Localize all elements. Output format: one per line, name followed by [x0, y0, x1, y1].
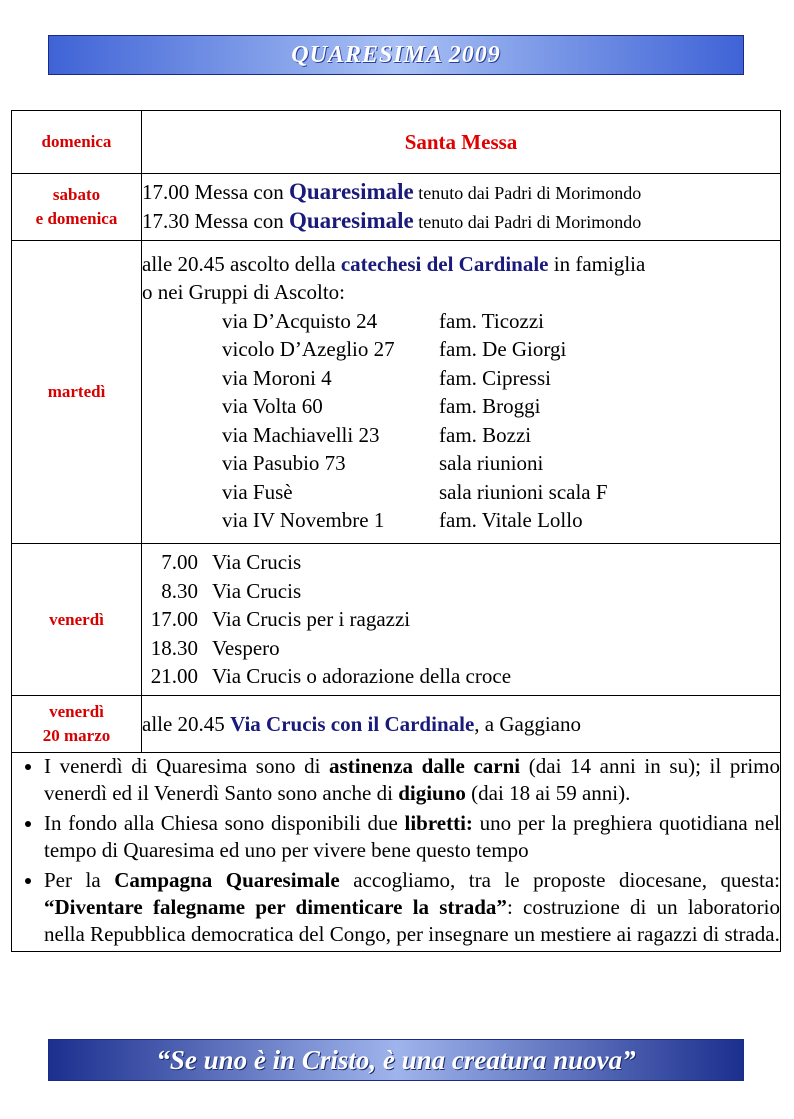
item-time: 17.00	[150, 607, 198, 632]
day-line-1: venerdì	[49, 702, 104, 721]
note-emphasis: “Diventare falegname per dimenticare la strada”	[44, 895, 507, 919]
address-row	[142, 449, 780, 478]
mass-line	[142, 207, 780, 237]
footer-banner	[48, 1039, 744, 1081]
row-sunday	[12, 111, 781, 174]
day-label	[12, 174, 142, 241]
address-host: fam. Bozzi	[439, 422, 532, 447]
address-host: fam. Ticozzi	[439, 308, 544, 333]
item-desc: Via Crucis	[212, 578, 302, 603]
day-line-2: 20 marzo	[42, 726, 111, 745]
address-row	[142, 335, 780, 364]
note-emphasis: astinenza dalle carni	[329, 754, 521, 778]
day-label: venerdì	[12, 544, 142, 696]
address-street: via Volta 60	[222, 394, 323, 418]
item-time: 21.00	[150, 664, 198, 689]
page-title: Santa Messa	[142, 111, 781, 174]
address-host: fam. Vitale Lollo	[439, 508, 583, 532]
intro-line: o nei Gruppi di Ascolto:	[142, 280, 345, 304]
item-desc: Vespero	[212, 635, 280, 660]
mass-time: 17.00 Messa con	[142, 179, 289, 204]
mass-keyword: Quaresimale	[288, 178, 414, 204]
day-label: domenica	[12, 111, 142, 174]
item-desc: Via Crucis o adorazione della croce	[212, 664, 512, 689]
note-text: I venerdì di Quaresima sono di	[44, 754, 330, 778]
note-item	[44, 753, 780, 807]
friday-schedule	[142, 544, 781, 696]
item-time: 18.30	[150, 635, 198, 660]
note-text: (dai 18 ai 59 anni).	[465, 781, 631, 805]
address-row	[142, 364, 780, 393]
address-street: via IV Novembre 1	[222, 508, 385, 532]
address-street: via Moroni 4	[222, 365, 332, 390]
note-emphasis: Campagna Quaresimale	[114, 868, 340, 892]
notes-cell	[12, 753, 781, 952]
address-row	[142, 421, 780, 450]
item-time: 7.00	[161, 550, 198, 575]
event-place: , a Gaggiano	[474, 711, 581, 736]
row-tuesday	[12, 241, 781, 544]
address-street: via D’Acquisto 24	[222, 308, 378, 333]
mass-line	[142, 178, 780, 208]
mass-time: 17.30 Messa con	[142, 209, 289, 233]
note-text: uno per la preghiera quotidiana nel tempo di Quaresima ed uno per vivere bene questo tempo	[44, 811, 780, 862]
schedule-item	[142, 634, 780, 663]
notes-list	[12, 753, 780, 948]
row-friday	[12, 544, 781, 696]
address-host: sala riunioni scala F	[439, 479, 608, 504]
intro-text: alle 20.45 ascolto della	[142, 251, 341, 276]
address-row	[142, 307, 780, 336]
address-street: via Machiavelli 23	[222, 422, 380, 447]
note-text: : costruzione di un laboratorio nella Repubblica democratica del Congo, per insegnare un mestiere ai ragazzi di strada.	[44, 895, 780, 946]
listening-groups	[142, 241, 781, 544]
footer-quote: “Se uno è in Cristo, è una creatura nuova”	[156, 1045, 636, 1075]
note-item	[44, 867, 780, 948]
special-event	[142, 696, 781, 753]
address-street: via Fusè	[222, 479, 293, 504]
mass-detail: tenuto dai Padri di Morimondo	[413, 212, 642, 232]
item-time: 8.30	[161, 578, 198, 603]
day-line-2: e domenica	[35, 209, 118, 228]
note-text: accogliamo, tra le proposte diocesane, questa:	[339, 868, 781, 892]
event-time: alle 20.45	[142, 711, 231, 736]
day-label	[12, 696, 142, 753]
row-march-20	[12, 696, 781, 753]
day-label: martedì	[12, 241, 142, 544]
header-banner	[48, 35, 744, 75]
mass-keyword: Quaresimale	[288, 208, 414, 233]
intro-line	[142, 250, 780, 279]
row-saturday-sunday	[12, 174, 781, 241]
row-notes	[12, 753, 781, 952]
address-row	[142, 478, 780, 507]
note-text: In fondo alla Chiesa sono disponibili due	[44, 811, 405, 835]
note-text: (dai 14 anni in su); il primo venerdì ed il Venerdì Santo sono anche di	[44, 754, 780, 805]
item-desc: Via Crucis	[212, 550, 302, 575]
mass-detail: tenuto dai Padri di Morimondo	[413, 182, 642, 203]
header-title: QUARESIMA 2009	[291, 42, 501, 68]
mass-times	[142, 174, 781, 241]
schedule-item	[142, 662, 780, 691]
event-title: Via Crucis con il Cardinale	[230, 711, 475, 736]
item-desc: Via Crucis per i ragazzi	[212, 607, 411, 632]
address-street: vicolo D’Azeglio 27	[222, 337, 395, 361]
note-emphasis: libretti:	[404, 811, 473, 835]
address-row	[142, 506, 780, 535]
address-host: sala riunioni	[439, 451, 544, 475]
intro-emphasis: catechesi del Cardinale	[340, 251, 549, 276]
schedule-item	[142, 577, 780, 606]
schedule-item	[142, 605, 780, 634]
note-item	[44, 810, 780, 864]
address-host: fam. De Giorgi	[439, 337, 567, 361]
address-host: fam. Cipressi	[439, 365, 551, 390]
note-text: Per la	[44, 868, 115, 892]
day-line-1: sabato	[52, 185, 101, 204]
schedule-item	[142, 548, 780, 577]
intro-text: in famiglia	[548, 251, 646, 276]
note-emphasis: digiuno	[398, 781, 466, 805]
schedule-table	[11, 110, 781, 952]
address-host: fam. Broggi	[439, 394, 541, 418]
address-row	[142, 392, 780, 421]
address-street: via Pasubio 73	[222, 451, 346, 475]
